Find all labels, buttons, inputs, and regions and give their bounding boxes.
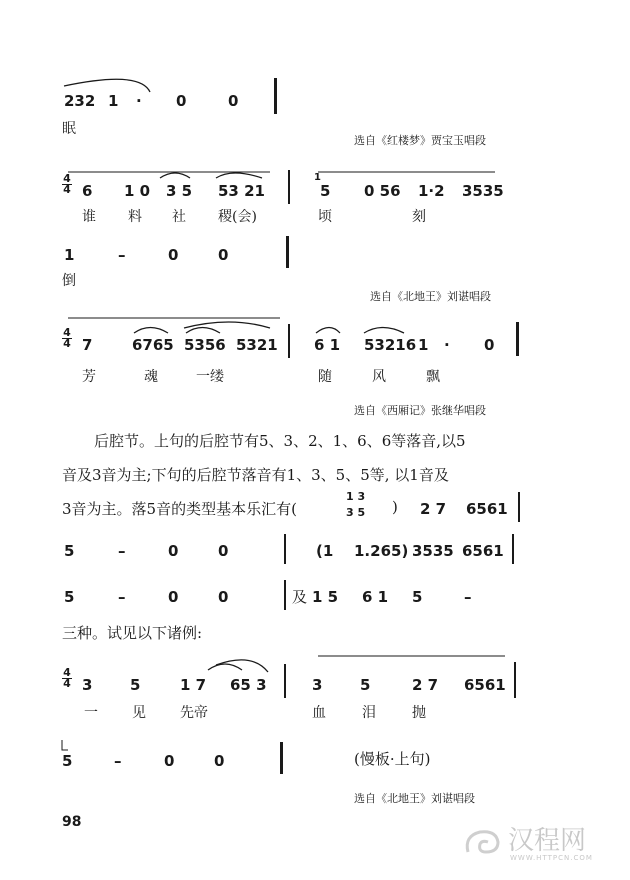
note: 5 bbox=[62, 752, 73, 770]
note-0: 0 bbox=[176, 92, 187, 110]
note: 1 5 bbox=[312, 588, 339, 606]
note: 5 bbox=[360, 676, 371, 694]
barline bbox=[284, 580, 286, 610]
dot: · bbox=[136, 92, 142, 110]
note: (1 bbox=[316, 542, 334, 560]
lyric: 社 bbox=[172, 209, 186, 225]
source-note: 选自《北地王》刘谌唱段 bbox=[354, 792, 475, 805]
dash: – bbox=[118, 542, 126, 560]
lyric: 稷(会) bbox=[218, 209, 257, 225]
note: 3 bbox=[82, 676, 93, 694]
watermark-brand: 汉程网 bbox=[508, 826, 587, 856]
note: 3535 bbox=[462, 182, 504, 200]
note: 0 bbox=[168, 588, 179, 606]
prose-line: 后腔节。上句的后腔节有5、3、2、1、6、6等落音,以5 bbox=[94, 432, 466, 450]
conjunction: 及 bbox=[292, 588, 308, 606]
lyric: 风 bbox=[372, 369, 386, 385]
time-signature: 4 4 bbox=[63, 666, 71, 690]
source-note: 选自《红楼梦》贾宝玉唱段 bbox=[354, 134, 486, 147]
lyric: 料 bbox=[128, 209, 142, 225]
note: 6 1 bbox=[362, 588, 389, 606]
tempo-remark: (慢板·上句) bbox=[354, 750, 431, 768]
note: 3 5 bbox=[166, 182, 193, 200]
dash: – bbox=[114, 752, 122, 770]
note: 6561 bbox=[462, 542, 504, 560]
lyric: 抛 bbox=[412, 705, 426, 721]
lyric: 泪 bbox=[362, 705, 376, 721]
page-number: 98 bbox=[62, 814, 82, 830]
note: 5 bbox=[320, 182, 331, 200]
note-232: 232 bbox=[64, 92, 96, 110]
lyric: 刻 bbox=[412, 209, 426, 225]
lyric: 血 bbox=[312, 705, 326, 721]
lyric: 谁 bbox=[82, 209, 96, 225]
grace-note: 1 bbox=[314, 172, 321, 183]
note: 6765 bbox=[132, 336, 174, 354]
barline bbox=[516, 322, 519, 356]
note: 6 1 bbox=[314, 336, 341, 354]
barline bbox=[286, 236, 289, 268]
barline bbox=[284, 664, 286, 698]
note: 2 7 bbox=[412, 676, 439, 694]
dash: – bbox=[118, 246, 126, 264]
barline bbox=[274, 78, 277, 114]
lyric: 魂 bbox=[144, 369, 158, 385]
note: 5 bbox=[412, 588, 423, 606]
lyric: 随 bbox=[318, 369, 332, 385]
watermark-url: WWW.HTTPCN.COM bbox=[510, 854, 593, 862]
note: 0 bbox=[168, 246, 179, 264]
prose-line: 3音为主。落5音的类型基本乐汇有( bbox=[62, 500, 297, 518]
barline bbox=[518, 492, 520, 522]
note: 0 bbox=[218, 588, 229, 606]
note: 1 7 bbox=[180, 676, 207, 694]
barline bbox=[514, 662, 516, 698]
note: 0 56 bbox=[364, 182, 401, 200]
note: 5321 bbox=[236, 336, 278, 354]
note: 0 bbox=[164, 752, 175, 770]
note: 1 0 bbox=[124, 182, 151, 200]
note: 5356 bbox=[184, 336, 226, 354]
note: 0 bbox=[218, 542, 229, 560]
paren: ) bbox=[392, 498, 398, 516]
lyric: 一 bbox=[84, 705, 98, 721]
note: 3 bbox=[312, 676, 323, 694]
barline bbox=[288, 324, 290, 358]
dash: – bbox=[118, 588, 126, 606]
dash: – bbox=[464, 588, 472, 606]
prose-line: 三种。试见以下诸例: bbox=[62, 624, 203, 642]
note: 1 bbox=[64, 246, 75, 264]
note: 5 bbox=[130, 676, 141, 694]
note: 1·2 bbox=[418, 182, 445, 200]
note: 1 bbox=[418, 336, 429, 354]
note-0: 0 bbox=[228, 92, 239, 110]
lyric: 一缕 bbox=[196, 369, 224, 385]
stacked-notes-top: 1 3 bbox=[346, 490, 366, 503]
note-1: 1 bbox=[108, 92, 119, 110]
note: 53216 bbox=[364, 336, 417, 354]
note: 0 bbox=[218, 246, 229, 264]
note: 0 bbox=[484, 336, 495, 354]
barline bbox=[288, 170, 290, 204]
lyric: 倒 bbox=[62, 273, 76, 289]
note: 0 bbox=[214, 752, 225, 770]
note: 5 bbox=[64, 542, 75, 560]
note: 65 3 bbox=[230, 676, 267, 694]
watermark-swirl-icon bbox=[460, 822, 506, 862]
time-signature: 4 4 bbox=[63, 172, 71, 196]
barline bbox=[512, 534, 514, 564]
barline bbox=[284, 534, 286, 564]
note: 6 bbox=[82, 182, 93, 200]
note: 6561 bbox=[464, 676, 506, 694]
note: 2 7 bbox=[420, 500, 447, 518]
lyric: 顷 bbox=[318, 209, 332, 225]
prose-line: 音及3音为主;下句的后腔节落音有1、3、5、5等, 以1音及 bbox=[62, 466, 449, 484]
note: 1.265) bbox=[354, 542, 409, 560]
lyric: 先帝 bbox=[180, 705, 208, 721]
source-note: 选自《西厢记》张继华唱段 bbox=[354, 404, 486, 417]
note: 53 21 bbox=[218, 182, 265, 200]
note: 3535 bbox=[412, 542, 454, 560]
lyric: 眠 bbox=[62, 121, 76, 137]
stacked-notes-bottom: 3 5 bbox=[346, 506, 366, 519]
time-signature: 4 4 bbox=[63, 326, 71, 350]
dot: · bbox=[444, 336, 450, 354]
note: 7 bbox=[82, 336, 93, 354]
note: 5 bbox=[64, 588, 75, 606]
note: 0 bbox=[168, 542, 179, 560]
source-note: 选自《北地王》刘谌唱段 bbox=[370, 290, 491, 303]
watermark-logo bbox=[460, 818, 610, 868]
lyric: 飘 bbox=[426, 369, 440, 385]
note: 6561 bbox=[466, 500, 508, 518]
lyric: 见 bbox=[132, 705, 146, 721]
lyric: 芳 bbox=[82, 369, 96, 385]
barline bbox=[280, 742, 283, 774]
